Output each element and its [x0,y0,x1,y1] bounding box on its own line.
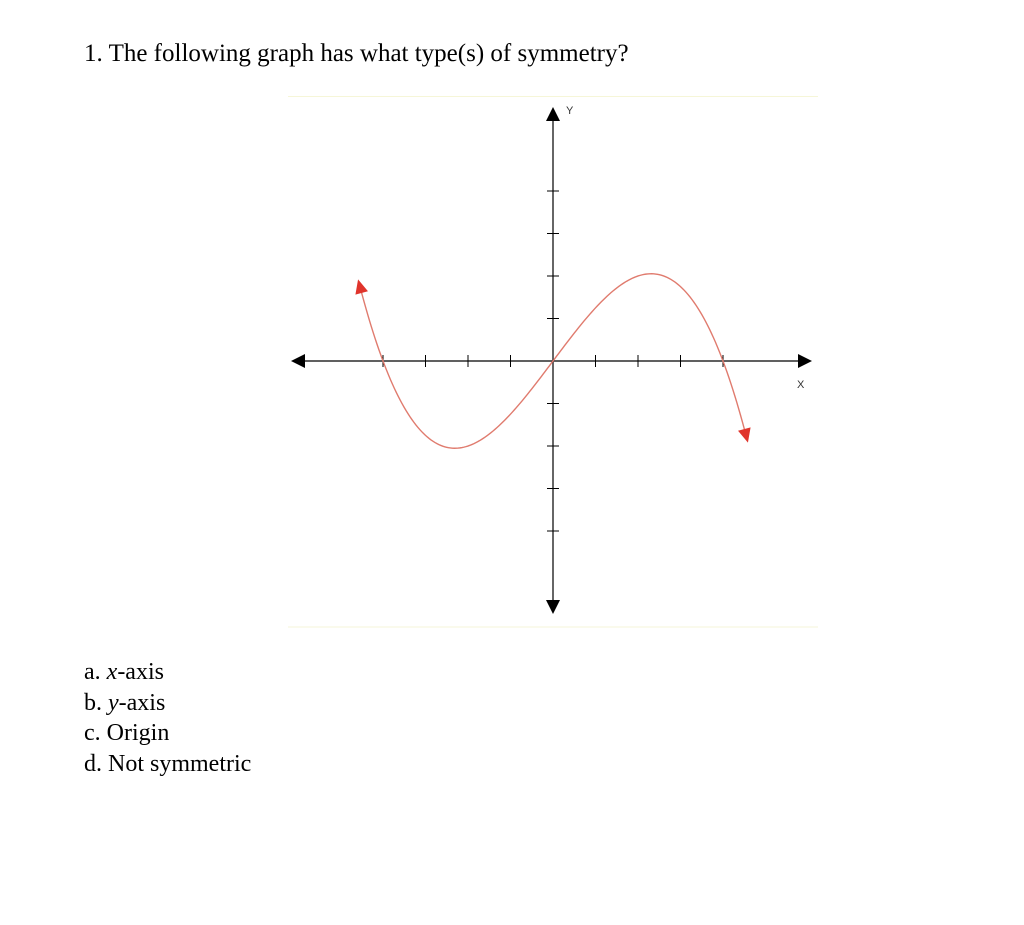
choice-b-text: -axis [118,689,166,716]
x-axis-left-arrow [291,354,305,368]
choice-a-var: x [106,659,118,685]
graph-svg [288,96,818,628]
choice-c[interactable] [84,718,251,749]
y-axis-top-arrow [546,107,560,121]
choice-d[interactable] [84,749,251,780]
choice-a[interactable] [84,657,251,688]
choice-d-letter: d. [84,750,102,777]
choice-a-letter: a. [84,659,101,685]
y-axis-label: Y [566,105,574,117]
x-axis-right-arrow [798,354,812,368]
choice-b-letter: b. [84,689,102,716]
question-text [84,38,629,70]
choice-c-text: Origin [106,720,170,746]
curve-right-arrowhead [738,427,751,442]
answer-choices [84,657,251,779]
question-prompt: The following graph has what type(s) of symmetry? [108,40,629,67]
question-number: 1. [84,40,103,67]
curve-left-arrowhead [355,279,368,294]
choice-c-letter: c. [84,720,101,746]
symmetry-graph [288,96,818,628]
y-axis-bottom-arrow [546,600,560,614]
choice-b[interactable] [84,688,251,719]
choice-b-var: y [108,689,119,716]
x-axis-label: X [797,379,805,391]
choice-a-text: -axis [117,659,164,685]
choice-d-text: Not symmetric [108,750,252,777]
